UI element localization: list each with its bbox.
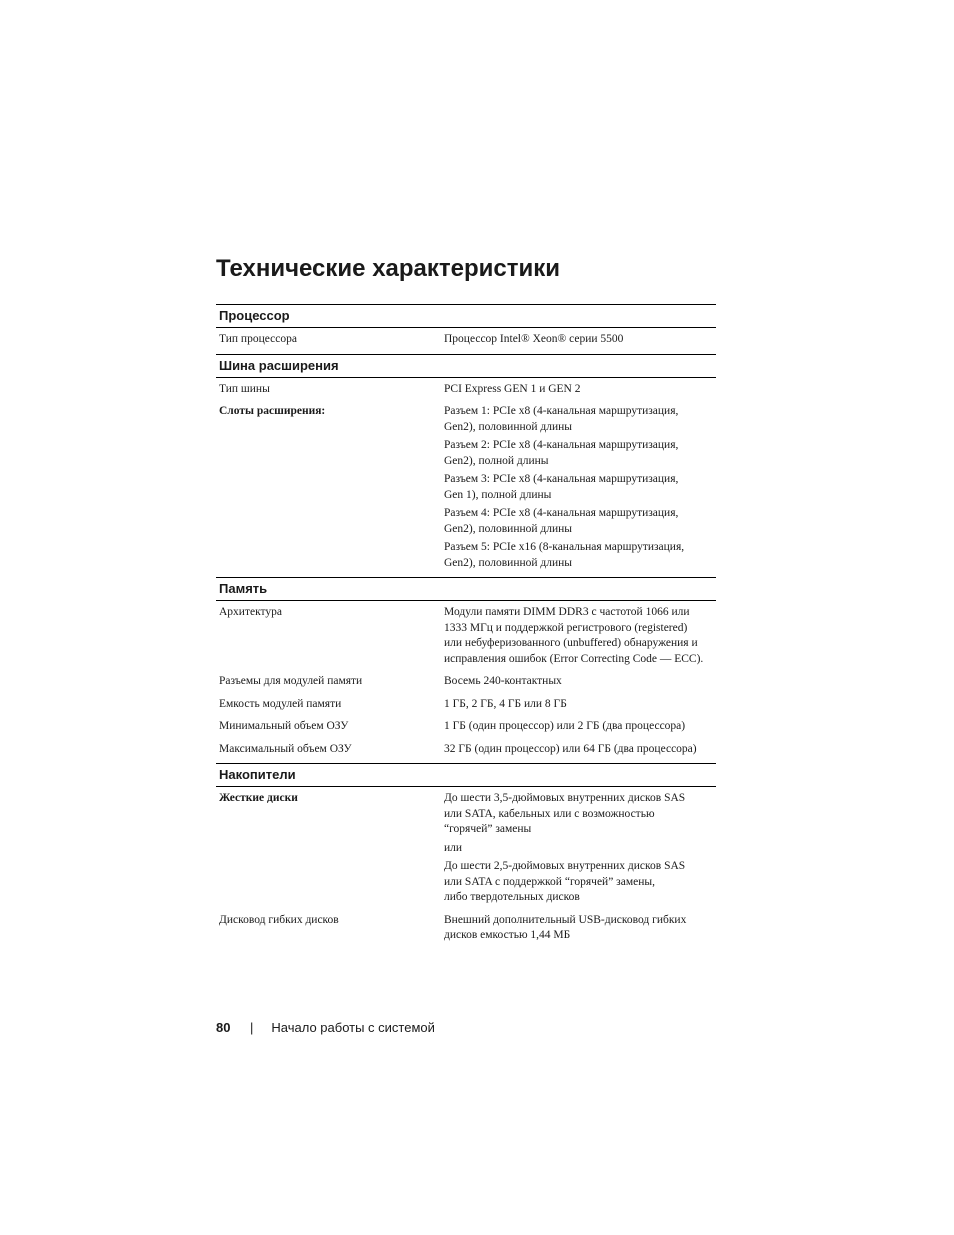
spec-values [444,913,716,944]
section-header: Процессор [216,304,716,328]
spec-values [444,742,716,758]
section-body [216,787,716,950]
spec-row [216,332,716,348]
spec-table [216,304,716,950]
section-header: Память [216,577,716,601]
spec-values [444,791,716,906]
spec-value: До шести 2,5-дюймовых внутренних дисков SAS или SATA с поддержкой “горячей” замены, либо твердотельных дисков [444,860,686,903]
chapter-title: Начало работы с системой [271,1020,435,1035]
section-header: Накопители [216,763,716,787]
spec-label: Разъемы для модулей памяти [219,675,363,687]
spec-row [216,382,716,398]
section-body [216,601,716,763]
spec-value: 32 ГБ (один процессор) или 64 ГБ (два процессора) [444,742,697,755]
spec-row [216,605,716,667]
spec-row [216,791,716,906]
spec-value: Внешний дополнительный USB-дисковод гибких дисков емкостью 1,44 МБ [444,913,687,941]
spec-value: Разъем 1: PCIe x8 (4-канальная маршрутизация, Gen2), половинной длины [444,405,679,433]
spec-values [444,674,716,690]
spec-label: Архитектура [219,606,283,618]
page-title: Технические характеристики [216,255,561,282]
spec-values [444,404,716,571]
spec-label: Максимальный объем ОЗУ [219,742,352,755]
spec-value: Модули памяти DIMM DDR3 с частотой 1066 или 1333 МГц и поддержкой регистрового (registered) или небуферизованного (unbuffered) обнаружения и исправления ошибок (Error Correcting Code — ECC). [444,606,704,665]
spec-value: До шести 3,5-дюймовых внутренних дисков SAS или SATA, кабельных или с возможностью “горячей” замены [444,792,686,835]
section-body [216,328,716,354]
spec-row [216,719,716,735]
spec-values [444,332,716,348]
spec-label: Слоты расширения: [219,405,326,417]
spec-row [216,913,716,944]
spec-label: Тип процессора [219,333,297,345]
section-header: Шина расширения [216,354,716,378]
spec-values [444,719,716,735]
spec-value: 1 ГБ (один процессор) или 2 ГБ (два процессора) [444,720,686,732]
spec-value: PCI Express GEN 1 и GEN 2 [444,382,581,395]
spec-value: 1 ГБ, 2 ГБ, 4 ГБ или 8 ГБ [444,697,567,710]
spec-label: Жесткие диски [219,792,298,804]
spec-values [444,697,716,713]
spec-values [444,605,716,667]
spec-value: Восемь 240-контактных [444,675,562,687]
section-body [216,378,716,578]
spec-value: Разъем 5: PCIe x16 (8-канальная маршрутизация, Gen2), половинной длины [444,541,685,569]
page-footer [216,1019,435,1037]
spec-value: Процессор Intel® Xeon® серии 5500 [444,333,624,345]
spec-values [444,382,716,398]
spec-row [216,674,716,690]
spec-row [216,697,716,713]
spec-label: Емкость модулей памяти [219,697,342,710]
spec-label: Дисковод гибких дисков [219,913,339,926]
spec-value: или [444,841,463,854]
footer-separator: | [250,1020,254,1035]
spec-row [216,742,716,758]
spec-label: Минимальный объем ОЗУ [219,720,349,732]
spec-value: Разъем 3: PCIe x8 (4-канальная маршрутизация, Gen 1), полной длины [444,473,679,501]
spec-row [216,404,716,571]
spec-label: Тип шины [219,382,270,395]
page-number: 80 [216,1020,231,1035]
spec-value: Разъем 4: PCIe x8 (4-канальная маршрутизация, Gen2), половинной длины [444,507,679,535]
spec-value: Разъем 2: PCIe x8 (4-канальная маршрутизация, Gen2), полной длины [444,439,679,467]
